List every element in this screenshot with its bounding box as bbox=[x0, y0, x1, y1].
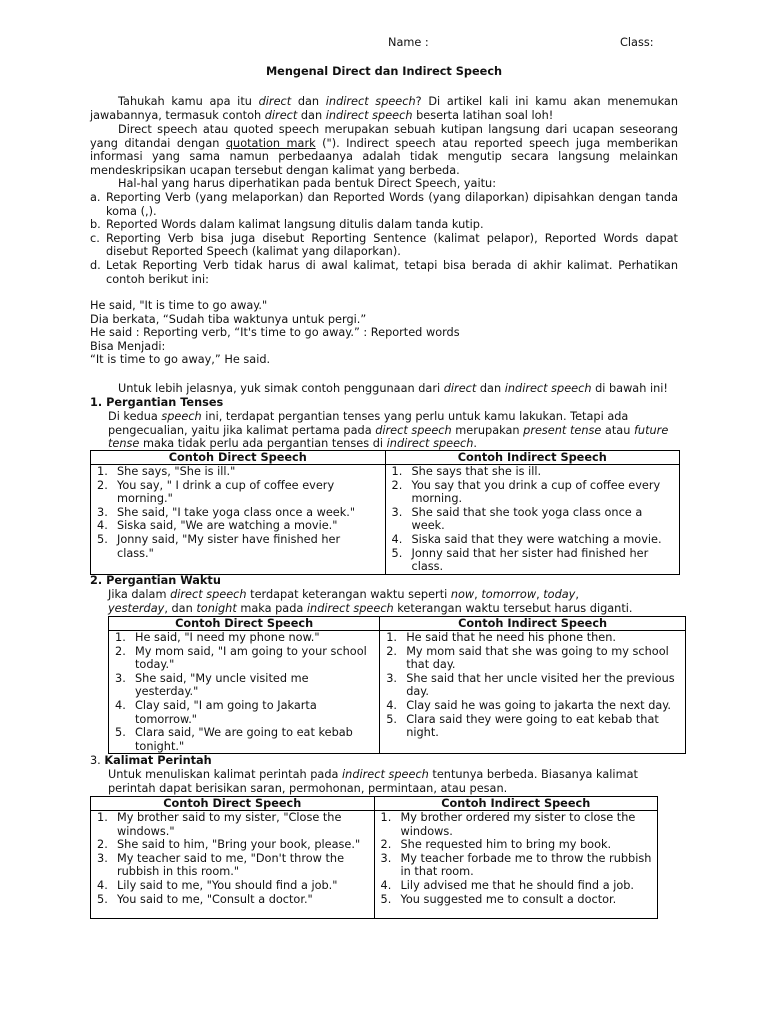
list-item: She said, "My uncle visited me yesterday." bbox=[135, 671, 309, 699]
list-item: Clara said they were going to eat kebab that night. bbox=[406, 712, 659, 740]
section-3-description: Untuk menuliskan kalimat perintah pada indirect speech tentunya berbeda. Biasanya kalimat perintah dapat berisikan saran, permohonan, permintaan, atau pesan. bbox=[108, 768, 638, 795]
example-line: Dia berkata, “Sudah tiba waktunya untuk pergi.” bbox=[90, 312, 367, 326]
example-block bbox=[90, 299, 460, 367]
list-item: You said to me, "Consult a doctor." bbox=[117, 892, 313, 906]
direct-examples-cell bbox=[109, 631, 380, 754]
direct-examples-cell bbox=[91, 811, 375, 919]
section-2-table bbox=[108, 616, 686, 754]
list-item: She said to him, "Bring your book, please." bbox=[117, 838, 361, 852]
example-line: He said : Reporting verb, “It's time to go away.” : Reported words bbox=[90, 326, 460, 340]
list-item: Siska said, "We are watching a movie." bbox=[117, 519, 338, 533]
rule-item: c. Reporting Verb bisa juga disebut Reporting Sentence (kalimat pelapor), Reported Words dapat disebut Reported Speech (kalimat yang dilaporkan). bbox=[90, 231, 678, 259]
list-item: Jonny said that her sister had finished her class. bbox=[411, 546, 649, 574]
section-1-description: Di kedua speech ini, terdapat pergantian tenses yang perlu untuk kamu lakukan. Tetapi ada pengecualian, yaitu jika kalimat pertama pada direct speech merupakan present tense atau future tense maka tidak perlu ada pergantian tenses di indirect speech. bbox=[108, 410, 669, 451]
direct-speech-header: Contoh Direct Speech bbox=[91, 797, 375, 811]
intro-paragraph-1: Tahukah kamu apa itu direct dan indirect speech? Di artikel kali ini kamu akan menemukan jawabannya, termasuk contoh direct dan indirect speech beserta latihan soal loh! bbox=[90, 95, 679, 122]
list-item: She requested him to bring my book. bbox=[400, 838, 612, 852]
direct-speech-header: Contoh Direct Speech bbox=[109, 617, 380, 631]
indirect-examples-cell bbox=[380, 631, 686, 754]
closing-paragraph: Untuk lebih jelasnya, yuk simak contoh penggunaan dari direct dan indirect speech di bawah ini! bbox=[118, 382, 668, 395]
section-2-description: Jika dalam direct speech terdapat keterangan waktu seperti now, tomorrow, today, yesterday, dan tonight maka pada indirect speech keterangan waktu tersebut harus diganti. bbox=[108, 588, 633, 615]
list-item: She said that she took yoga class once a week. bbox=[411, 505, 643, 533]
list-item: Jonny said, "My sister have finished her class." bbox=[117, 532, 341, 560]
rule-item: a. Reporting Verb (yang melaporkan) dan Reported Words (yang dilaporkan) dipisahkan dengan tanda koma (,). bbox=[90, 191, 678, 218]
example-line: He said, "It is time to go away." bbox=[90, 299, 268, 312]
list-item: Siska said that they were watching a movie. bbox=[411, 532, 662, 546]
direct-speech-header: Contoh Direct Speech bbox=[91, 451, 386, 465]
rule-item: d. Letak Reporting Verb tidak harus di awal kalimat, tetapi bisa berada di akhir kalimat. Perhatikan contoh berikut ini: bbox=[90, 258, 678, 286]
indirect-speech-header: Contoh Indirect Speech bbox=[380, 617, 686, 631]
list-item: Lily said to me, "You should find a job." bbox=[117, 878, 338, 892]
name-label: Name : bbox=[388, 36, 429, 49]
rule-item: b. Reported Words dalam kalimat langsung ditulis dalam tanda kutip. bbox=[90, 218, 484, 232]
list-item: You say, " I drink a cup of coffee every morning." bbox=[117, 478, 335, 506]
list-item: You suggested me to consult a doctor. bbox=[400, 892, 617, 906]
intro-paragraph-3: Hal-hal yang harus diperhatikan pada bentuk Direct Speech, yaitu: bbox=[118, 177, 497, 190]
direct-speech-rules bbox=[90, 191, 678, 286]
list-item: She said, "I take yoga class once a week." bbox=[117, 505, 356, 519]
example-line: “It is time to go away,” He said. bbox=[90, 353, 271, 367]
indirect-examples-cell bbox=[385, 465, 680, 575]
direct-examples-cell bbox=[91, 465, 386, 575]
section-2-heading: 2. Pergantian Waktu bbox=[90, 574, 221, 587]
list-item: My mom said that she was going to my school that day. bbox=[406, 644, 669, 672]
list-item: She said that her uncle visited her the previous day. bbox=[406, 671, 675, 699]
list-item: Lily advised me that he should find a job. bbox=[400, 878, 635, 892]
section-1-heading: 1. Pergantian Tenses bbox=[90, 396, 224, 409]
indirect-examples-cell bbox=[374, 811, 658, 919]
list-item: Clara said, "We are going to eat kebab tonight." bbox=[135, 726, 353, 753]
section-3-heading: 3. Kalimat Perintah bbox=[90, 754, 212, 767]
list-item: My mom said, "I am going to your school today." bbox=[135, 644, 367, 672]
intro-paragraph-2: Direct speech atau quoted speech merupakan sebuah kutipan langsung dari ucapan seseorang yang ditandai dengan quotation mark ("). Indirect speech atau reported speech juga memberikan informasi yang sama namun perbedaanya adalah tidak mengutip secara langsung melainkan mendeskripsikan ucapan tersebut dengan kalimat yang berbeda. bbox=[90, 123, 678, 177]
quotation-mark-link[interactable]: quotation mark bbox=[225, 136, 316, 150]
section-3-table bbox=[90, 796, 658, 919]
list-item: She says, "She is ill." bbox=[117, 465, 236, 478]
list-item: Clay said he was going to jakarta the next day. bbox=[406, 698, 671, 712]
list-item: My brother ordered my sister to close the windows. bbox=[400, 811, 636, 838]
list-item: He said, "I need my phone now." bbox=[135, 631, 320, 644]
indirect-speech-header: Contoh Indirect Speech bbox=[374, 797, 658, 811]
example-line: Bisa Menjadi: bbox=[90, 339, 166, 353]
list-item: You say that you drink a cup of coffee every morning. bbox=[411, 478, 661, 506]
indirect-speech-header: Contoh Indirect Speech bbox=[385, 451, 680, 465]
list-item: She says that she is ill. bbox=[411, 465, 542, 478]
list-item: My teacher said to me, "Don't throw the rubbish in this room." bbox=[117, 851, 345, 879]
list-item: Clay said, "I am going to Jakarta tomorrow." bbox=[135, 698, 317, 726]
section-1-table bbox=[90, 450, 680, 575]
page-title: Mengenal Direct dan Indirect Speech bbox=[265, 65, 503, 78]
class-label: Class: bbox=[620, 36, 654, 49]
list-item: He said that he need his phone then. bbox=[406, 631, 616, 644]
list-item: My teacher forbade me to throw the rubbish in that room. bbox=[400, 851, 652, 879]
list-item: My brother said to my sister, "Close the windows." bbox=[117, 811, 342, 838]
